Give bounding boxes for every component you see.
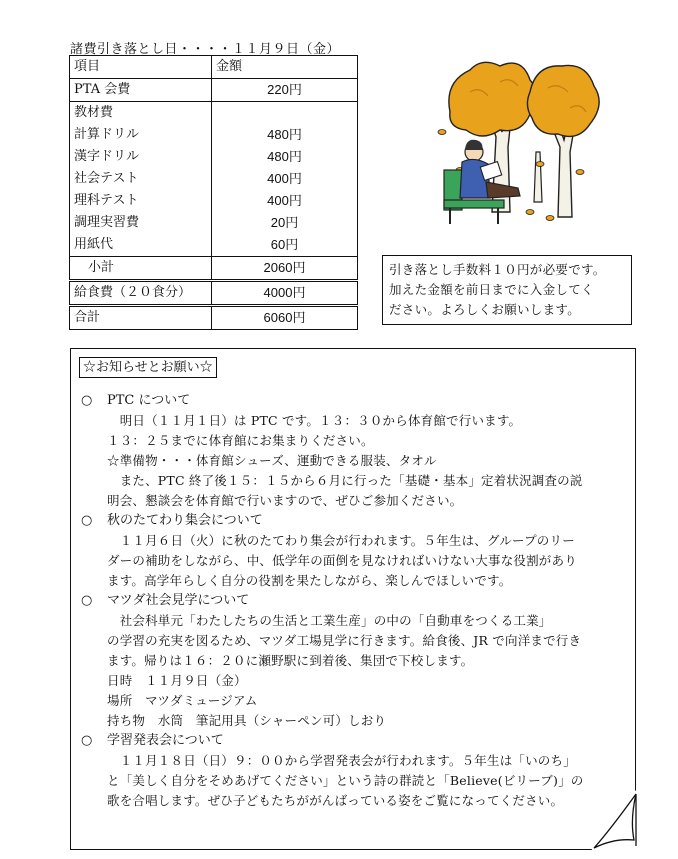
table-row xyxy=(70,124,358,146)
section-text-line: ます。高学年らしく自分の役割を果たしながら、楽しんでほしいです。 xyxy=(107,573,512,588)
row-amount-pta: 220円 xyxy=(212,79,358,102)
foliage xyxy=(449,62,599,136)
row-label: 社会テスト xyxy=(70,168,212,190)
table-header-row xyxy=(70,56,358,79)
row-amount: 480円 xyxy=(212,146,358,168)
section-text-line: の学習の充実を図るため、マツダ工場見学に行きます。給食後、JR で向洋まで行き xyxy=(107,633,582,648)
section-text-line: 日時 １１月９日（金） xyxy=(107,673,247,688)
section-text-line: １１月６日（火）に秋のたてわり集会が行われます。５年生は、グループのリー xyxy=(107,533,575,548)
row-label: 漢字ドリル xyxy=(70,146,212,168)
section-text-line: 明日（１１月１日）は PTC です。１３：３０から体育館で行います。 xyxy=(107,413,522,428)
group-label-materials: 教材費 xyxy=(70,102,212,125)
fee-note-line: 加えた金額を前日までに入金してく xyxy=(389,282,594,297)
row-amount: 400円 xyxy=(212,190,358,212)
fee-note-line: ださい。よろしくお願いします。 xyxy=(389,302,581,317)
section-text-line: また、PTC 終了後１５：１５から６月に行った「基礎・基本」定着状況調査の説 xyxy=(107,473,583,488)
section-text-line: 持ち物 水筒 筆記用具（シャーペン可）しおり xyxy=(107,713,387,728)
row-label: 理科テスト xyxy=(70,190,212,212)
table-row xyxy=(70,234,358,257)
section-heading-tatewari: ○ 秋のたてわり集会について xyxy=(81,513,263,528)
circle-bullet-icon: ○ xyxy=(81,513,93,528)
autumn-reading-illustration xyxy=(430,52,605,227)
fee-note-box xyxy=(382,255,632,325)
section-text-line: ます。帰りは１６：２０に瀬野駅に到着後、集団で下校します。 xyxy=(107,653,474,668)
row-label: 計算ドリル xyxy=(70,124,212,146)
section-text-line: ☆準備物・・・体育館シューズ、運動できる服装、タオル xyxy=(107,453,437,468)
fee-schedule-title: 諸費引き落とし日・・・・１１月９日（金） xyxy=(70,42,341,57)
reading-person xyxy=(460,140,520,198)
subtotal-row xyxy=(70,257,358,281)
subtotal-label: 小計 xyxy=(70,257,212,281)
circle-bullet-icon: ○ xyxy=(81,393,93,408)
lunch-row xyxy=(70,281,358,306)
section-heading-happyoukai: ○ 学習発表会について xyxy=(81,733,224,748)
column-header-item: 項目 xyxy=(70,56,212,79)
notice-panel xyxy=(70,348,636,850)
section-text-line: と「美しく自分をそめあげてください」という詩の群読と「Believe(ビリーブ)」の xyxy=(107,773,584,788)
page-curl-corner xyxy=(590,790,640,852)
column-header-amount: 金額 xyxy=(212,56,358,79)
row-label-pta: PTA 会費 xyxy=(70,79,212,102)
table-row xyxy=(70,168,358,190)
table-row xyxy=(70,190,358,212)
section-text-line: 明会、懇談会を体育館で行いますので、ぜひご参加ください。 xyxy=(107,493,463,508)
lunch-label: 給食費（２０食分） xyxy=(70,281,212,306)
table-group-row xyxy=(70,102,358,125)
notice-heading: ☆お知らせとお願い☆ xyxy=(79,357,217,378)
table-row xyxy=(70,212,358,234)
row-amount: 20円 xyxy=(212,212,358,234)
section-text-line: ダーの補助をしながら、中、低学年の面倒を見なければいけない大事な役割があり xyxy=(107,553,577,568)
row-amount: 480円 xyxy=(212,124,358,146)
section-text-line: 社会科単元「わたしたちの生活と工業生産」の中の「自動車をつくる工業」 xyxy=(107,613,552,628)
row-amount: 400円 xyxy=(212,168,358,190)
table-row xyxy=(70,79,358,102)
row-label: 調理実習費 xyxy=(70,212,212,234)
circle-bullet-icon: ○ xyxy=(81,593,93,608)
fee-table xyxy=(69,55,358,330)
total-amount: 6060円 xyxy=(212,306,358,330)
total-label: 合計 xyxy=(70,306,212,330)
row-label: 用紙代 xyxy=(70,234,212,257)
section-heading-mazda: ○ マツダ社会見学について xyxy=(81,593,250,608)
fee-note-line: 引き落とし手数料１０円が必要です。 xyxy=(389,262,606,277)
section-heading-ptc: ○ PTC について xyxy=(81,393,191,408)
section-text-line: １１月１８日（日）９：００から学習発表会が行われます。５年生は「いのち」 xyxy=(107,753,576,768)
subtotal-amount: 2060円 xyxy=(212,257,358,281)
section-text-line: 場所 マツダミュージアム xyxy=(107,693,258,708)
table-row xyxy=(70,146,358,168)
total-row xyxy=(70,306,358,330)
circle-bullet-icon: ○ xyxy=(81,733,93,748)
section-text-line: １３：２５までに体育館にお集まりください。 xyxy=(107,433,374,448)
section-text-line: 歌を合唱します。ぜひ子どもたちががんばっている姿をご覧になってください。 xyxy=(107,793,564,808)
row-amount: 60円 xyxy=(212,234,358,257)
lunch-amount: 4000円 xyxy=(212,281,358,306)
